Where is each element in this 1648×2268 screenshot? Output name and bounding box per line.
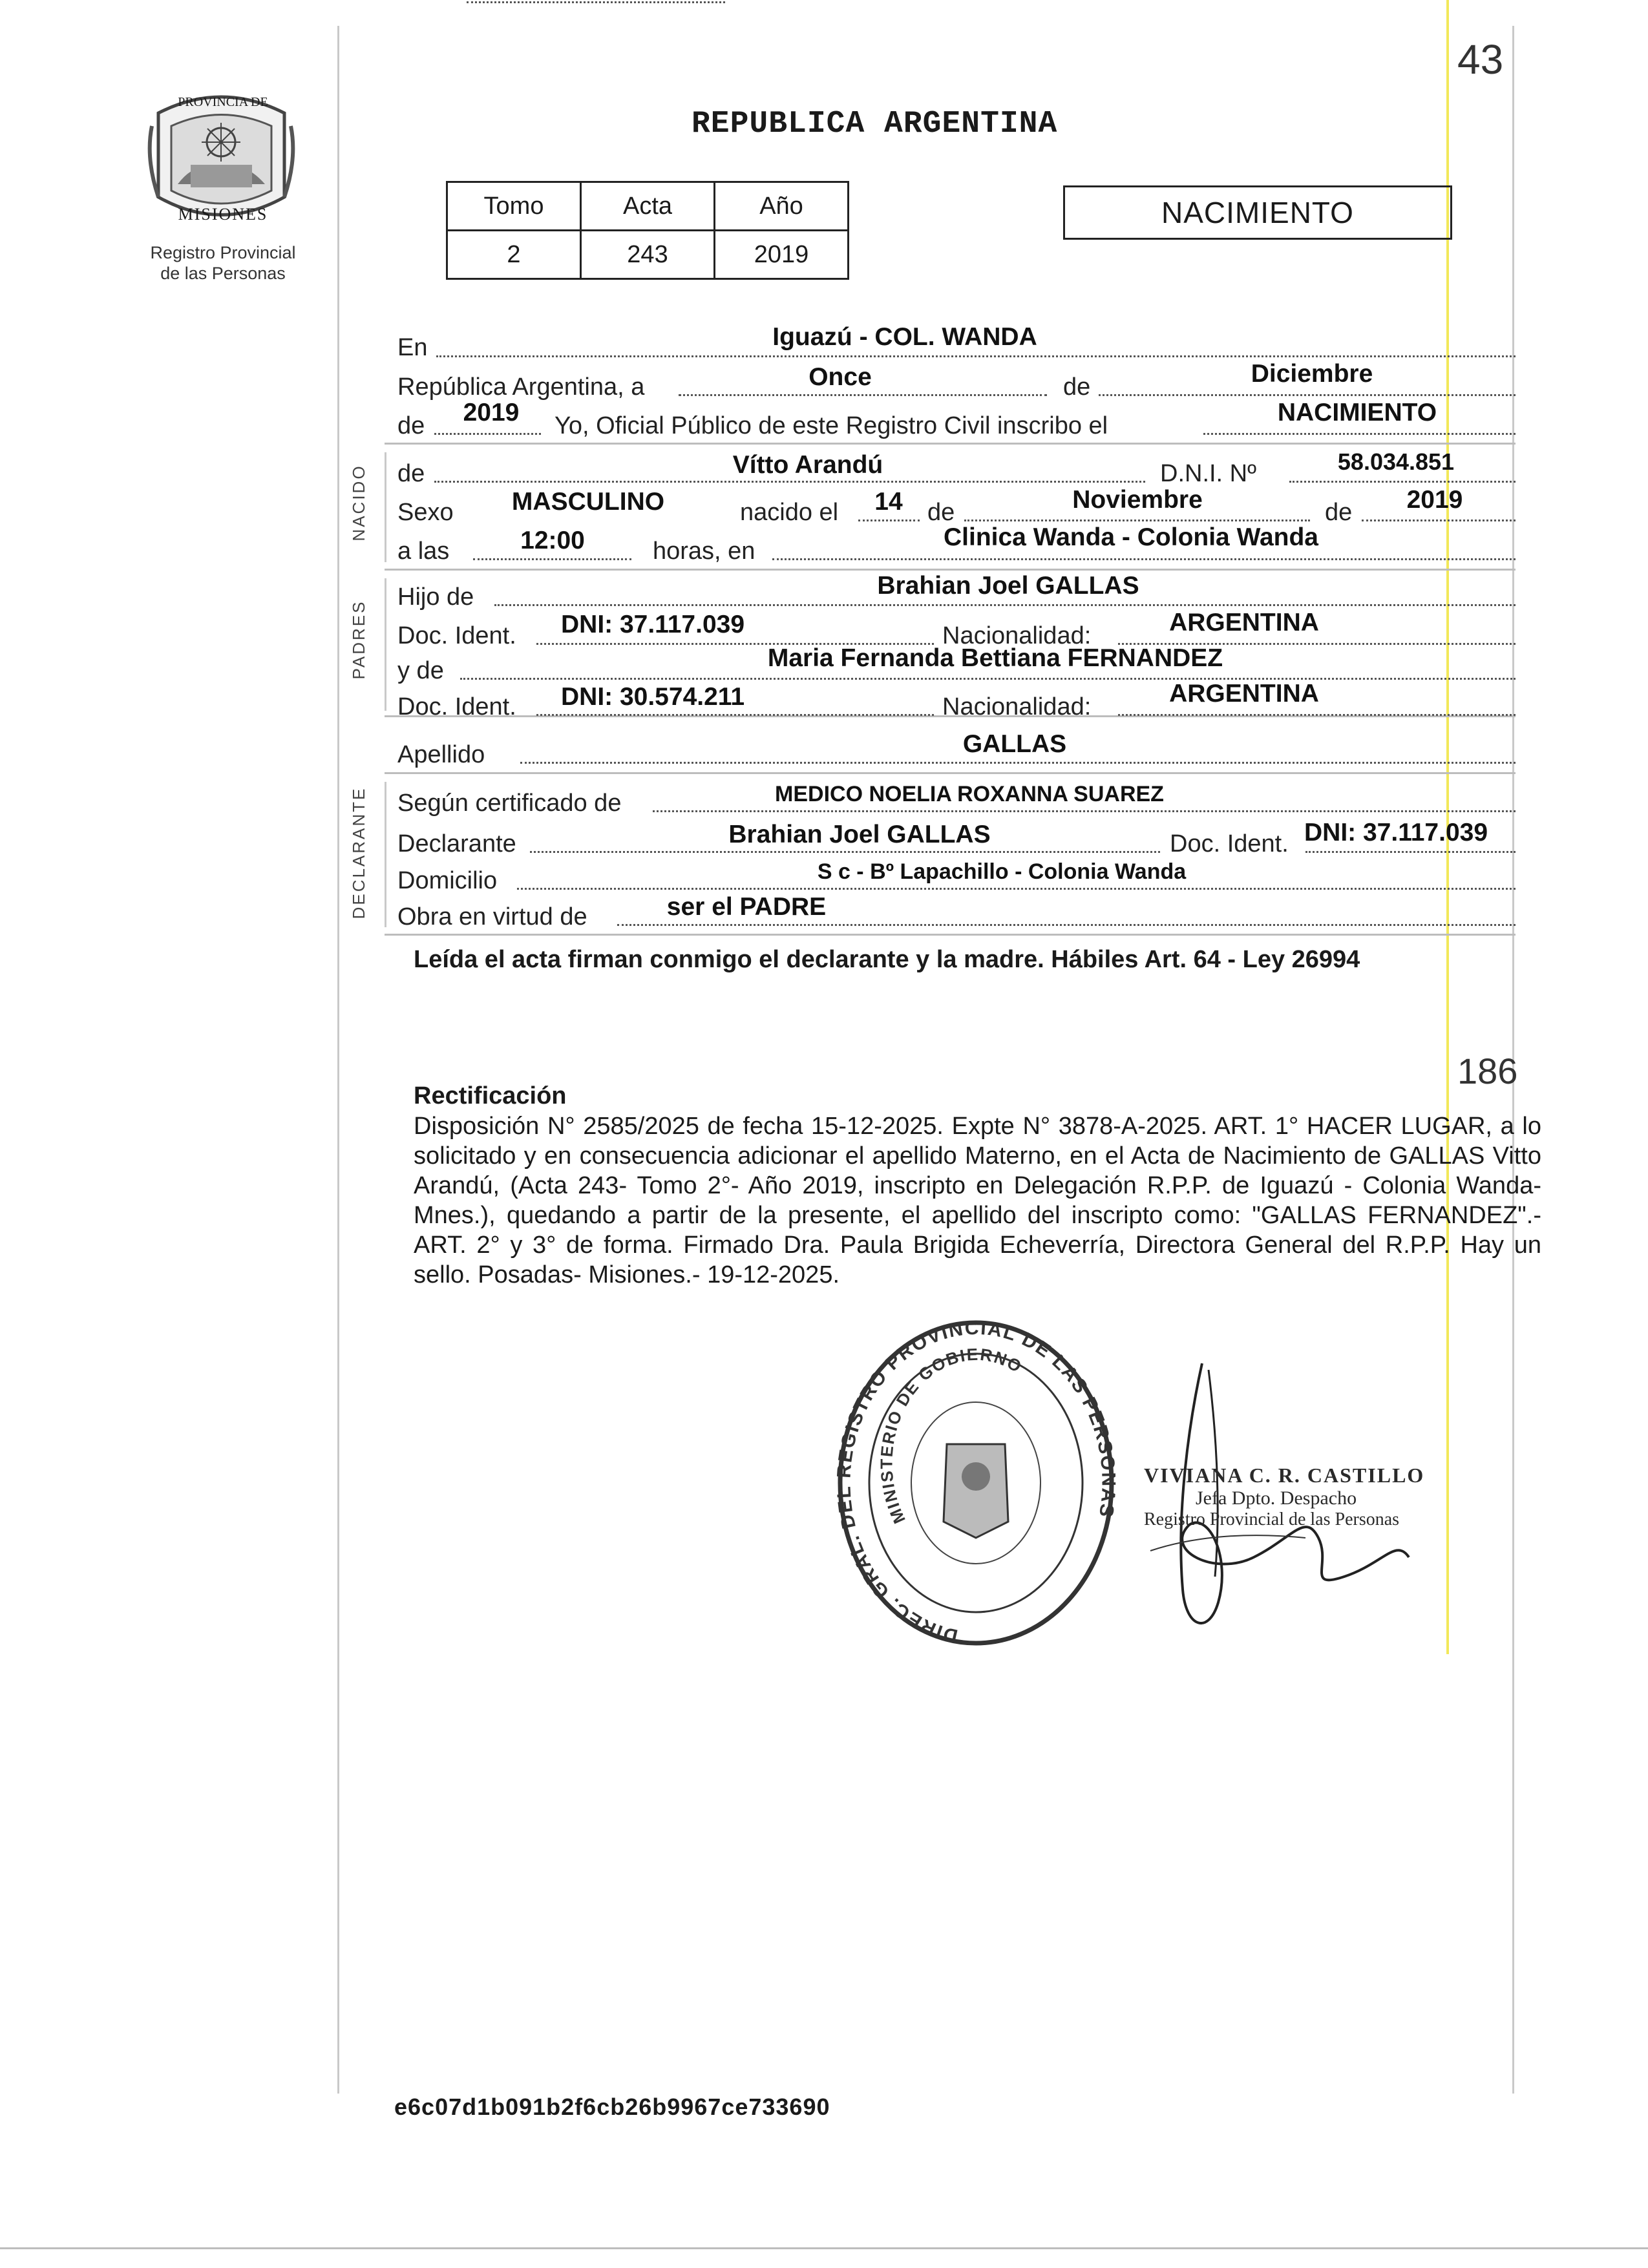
dotted-line <box>434 479 1145 483</box>
label-y-de: y de <box>397 657 444 684</box>
label-de-month: de <box>1063 373 1091 401</box>
organization-name <box>120 242 326 284</box>
page-number: 43 <box>1457 36 1504 83</box>
dotted-line <box>1362 518 1516 521</box>
label-dni: D.N.I. Nº <box>1160 460 1256 487</box>
registry-header-acta: Acta <box>581 182 715 231</box>
dotted-line <box>436 354 1516 357</box>
label-declarante: Declarante <box>397 830 516 857</box>
closing-statement: Leída el acta firman conmigo el declarante y la madre. Hábiles Art. 64 - Ley 26994 <box>414 946 1360 973</box>
label-nacido-el: nacido el <box>740 499 839 526</box>
value-father-nationality: ARGENTINA <box>1169 609 1319 636</box>
label-yo-oficial: Yo, Oficial Público de este Registro Civil inscribo el <box>555 412 1108 439</box>
dotted-line <box>520 761 1516 764</box>
value-child-name: Vítto Arandú <box>732 451 883 479</box>
value-mother-doc: DNI: 30.574.211 <box>560 683 745 711</box>
dotted-line <box>679 393 1047 396</box>
value-mother-name: Maria Fernanda Bettiana FERNANDEZ <box>767 644 1223 672</box>
stamp-outer-text: DIREC. GRAL. DEL REGISTRO PROVINCIAL DE LAS PERSONAS <box>833 1317 1119 1647</box>
record-type-box: NACIMIENTO <box>1063 185 1452 240</box>
org-line-1: Registro Provincial <box>150 243 296 262</box>
rectification-title: Rectificación <box>414 1082 567 1109</box>
value-inscribe: NACIMIENTO <box>1277 399 1437 426</box>
value-birth-year: 2019 <box>1406 486 1463 514</box>
value-declarante-doc: DNI: 37.117.039 <box>1304 819 1488 846</box>
dotted-line <box>964 518 1310 521</box>
bottom-border <box>0 2247 1648 2249</box>
label-nationality-mother: Nacionalidad: <box>942 693 1092 720</box>
registry-header-tomo: Tomo <box>447 182 581 231</box>
signer-office: Registro Provincial de las Personas <box>1144 1509 1400 1529</box>
value-declarante: Brahian Joel GALLAS <box>728 821 991 848</box>
registry-header-ano: Año <box>715 182 849 231</box>
stamp-inner-text: MINISTERIO DE GOBIERNO <box>876 1344 1026 1527</box>
label-sexo: Sexo <box>397 499 454 526</box>
label-segun-certificado: Según certificado de <box>397 790 622 817</box>
section-divider <box>385 934 1516 936</box>
label-en: En <box>397 334 428 361</box>
dotted-line <box>1305 850 1516 853</box>
label-domicilio: Domicilio <box>397 867 498 894</box>
province-seal-logo <box>145 87 297 239</box>
official-stamp <box>830 1315 1121 1661</box>
dotted-line <box>653 809 1516 812</box>
logo-top-text: PROVINCIA DE <box>178 95 268 109</box>
section-divider <box>385 569 1516 571</box>
dotted-line <box>617 923 1516 926</box>
dotted-line <box>858 518 920 521</box>
section-label-nacido: NACIDO <box>349 464 368 541</box>
label-de-year: de <box>397 412 425 439</box>
label-birth-de2: de <box>1325 499 1353 526</box>
signer-name: VIVIANA C. R. CASTILLO <box>1144 1464 1425 1487</box>
dotted-line <box>473 557 631 560</box>
value-hour: 12:00 <box>520 527 585 554</box>
section-label-declarante: DECLARANTE <box>349 786 368 919</box>
registry-table <box>446 181 849 280</box>
label-doc-father: Doc. Ident. <box>397 622 516 649</box>
value-sexo: MASCULINO <box>511 488 665 516</box>
value-domicilio: S c - Bº Lapachillo - Colonia Wanda <box>817 859 1187 884</box>
dotted-line <box>1118 713 1516 716</box>
label-obra-virtud: Obra en virtud de <box>397 903 587 930</box>
registry-header-row <box>447 182 849 231</box>
document-title: REPUBLICA ARGENTINA <box>692 107 1058 142</box>
label-hijo-de: Hijo de <box>397 583 474 611</box>
value-certificate: MEDICO NOELIA ROXANNA SUAREZ <box>775 782 1164 806</box>
value-obra-virtud: ser el PADRE <box>666 893 827 921</box>
registry-value-row <box>447 231 849 279</box>
dotted-line <box>494 603 1516 606</box>
registry-value-ano: 2019 <box>715 231 849 279</box>
value-dni: 58.034.851 <box>1337 448 1455 475</box>
org-line-2: de las Personas <box>160 264 286 283</box>
registry-value-acta: 243 <box>581 231 715 279</box>
label-doc-declarante: Doc. Ident. <box>1170 830 1289 857</box>
dotted-line <box>1289 479 1516 483</box>
value-father-name: Brahian Joel GALLAS <box>877 572 1139 600</box>
dotted-line <box>517 887 1516 890</box>
rectification-body: Disposición N° 2585/2025 de fecha 15-12-2025. Expte N° 3878-A-2025. ART. 1° HACER LUGAR, a lo solicitado y en consecuencia adicionar el apellido Materno, en el Acta de Nacimiento de GALLAS Vitto Arandú, (Acta 243- Tomo 2°- Año 2019, inscripto en Delegación R.P.P. de Iguazú - Colonia Wanda-Mnes.), quedando a partir de la presente, el apellido del inscripto como: "GALLAS FERNANDEZ".- ART. 2° y 3° de forma. Firmado Dra. Paula Brigida Echeverría, Directora General del R.P.P. Hay un sello. Posadas- Misiones.- 19-12-2025. <box>414 1113 1541 1288</box>
label-doc-mother: Doc. Ident. <box>397 693 516 720</box>
section-divider <box>385 443 1516 445</box>
margin-number: 186 <box>1457 1051 1518 1091</box>
label-nacido-de: de <box>397 460 425 487</box>
label-apellido: Apellido <box>397 741 485 768</box>
value-birth-month: Noviembre <box>1072 486 1203 514</box>
label-nationality-father: Nacionalidad: <box>942 622 1092 649</box>
registry-value-tomo: 2 <box>447 231 581 279</box>
dotted-line <box>530 850 1160 853</box>
document-hash: e6c07d1b091b2f6cb26b9967ce733690 <box>394 2094 830 2120</box>
value-mother-nationality: ARGENTINA <box>1169 680 1319 708</box>
dotted-line <box>460 677 1516 680</box>
label-a-las: a las <box>397 538 450 565</box>
label-birth-de1: de <box>927 499 955 526</box>
section-bracket-declarante <box>385 782 386 927</box>
dotted-line <box>434 432 541 435</box>
value-day: Once <box>808 363 872 391</box>
section-bracket-padres <box>385 578 386 711</box>
value-apellido: GALLAS <box>962 730 1067 758</box>
value-month: Diciembre <box>1251 360 1373 388</box>
value-father-doc: DNI: 37.117.039 <box>560 611 745 638</box>
signer-role: Jefa Dpto. Despacho <box>1196 1487 1357 1509</box>
logo-bottom-text: MISIONES <box>178 205 268 224</box>
signature-block <box>1144 1464 1424 1530</box>
section-bracket-nacido <box>385 452 386 562</box>
dotted-line <box>467 0 725 3</box>
label-horas-en: horas, en <box>653 538 755 565</box>
left-margin-line <box>337 26 339 2094</box>
dotted-line <box>772 557 1516 560</box>
section-label-padres: PADRES <box>349 600 368 680</box>
value-birth-day: 14 <box>874 488 903 516</box>
value-year: 2019 <box>463 399 520 426</box>
dotted-line <box>536 713 934 716</box>
value-place: Iguazú - COL. WANDA <box>772 323 1037 351</box>
dotted-line <box>1203 432 1516 435</box>
dotted-line <box>1099 393 1516 396</box>
value-birth-place: Clinica Wanda - Colonia Wanda <box>944 523 1318 551</box>
section-divider <box>385 772 1516 774</box>
label-republica: República Argentina, a <box>397 373 645 401</box>
